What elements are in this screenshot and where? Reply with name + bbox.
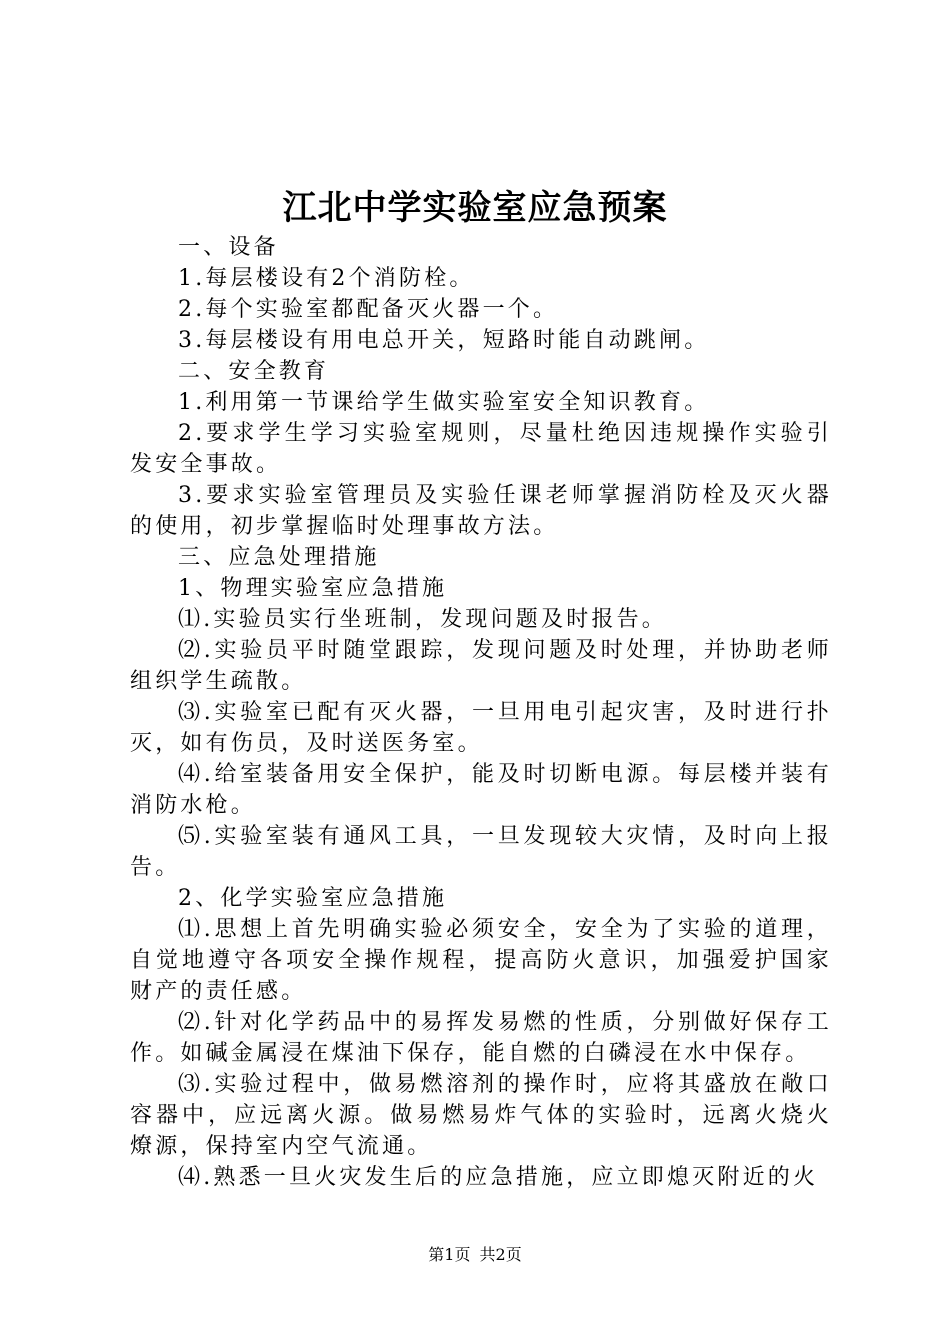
paragraph: 2、化学实验室应急措施 xyxy=(178,886,448,911)
paragraph: ⑴.实验员实行坐班制，发现问题及时报告。 xyxy=(178,607,667,632)
paragraph: 2.要求学生学习实验室规则，尽量杜绝因违规操作实验引发安全事故。 xyxy=(130,421,832,477)
paragraph: 3.要求实验室管理员及实验任课老师掌握消防栓及灭火器的使用，初步掌握临时处理事故方法。 xyxy=(130,483,832,539)
paragraph: ⑸.实验室装有通风工具，一旦发现较大灾情，及时向上报告。 xyxy=(130,824,832,880)
page-footer xyxy=(0,1244,950,1266)
paragraph: ⑴.思想上首先明确实验必须安全，安全为了实验的道理，自觉地遵守各项安全操作规程，提高防火意识，加强爱护国家财产的责任感。 xyxy=(130,917,832,1004)
document-title: 江北中学实验室应急预案 xyxy=(282,188,668,228)
paragraph: 二、安全教育 xyxy=(178,359,330,384)
paragraph: ⑶.实验过程中，做易燃溶剂的操作时，应将其盛放在敞口容器中，应远离火源。做易燃易炸气体的实验时，远离火烧火燎源，保持室内空气流通。 xyxy=(130,1072,832,1159)
paragraph: 1.每层楼设有2个消防栓。 xyxy=(178,266,475,291)
paragraph: ⑵.针对化学药品中的易挥发易燃的性质，分别做好保存工作。如碱金属浸在煤油下保存，能自燃的白磷浸在水中保存。 xyxy=(130,1010,832,1066)
paragraph: 1.利用第一节课给学生做实验室安全知识教育。 xyxy=(178,390,710,415)
paragraph: 一、设备 xyxy=(178,235,279,260)
paragraph: ⑶.实验室已配有灭火器，一旦用电引起灾害，及时进行扑灭，如有伤员，及时送医务室。 xyxy=(130,700,832,756)
paragraph: ⑷.给室装备用安全保护，能及时切断电源。每层楼并装有消防水枪。 xyxy=(130,762,832,818)
page-number-total: 共2页 xyxy=(479,1245,522,1264)
document-body xyxy=(130,232,832,1193)
paragraph: ⑷.熟悉一旦火灾发生后的应急措施，应立即熄灭附近的火 xyxy=(178,1165,819,1190)
paragraph: 1、物理实验室应急措施 xyxy=(178,576,448,601)
paragraph: 3.每层楼设有用电总开关，短路时能自动跳闸。 xyxy=(178,328,710,353)
page-number-current: 第1页 xyxy=(428,1245,471,1264)
paragraph: 2.每个实验室都配备灭火器一个。 xyxy=(178,297,559,322)
paragraph: 三、应急处理措施 xyxy=(178,545,380,570)
paragraph: ⑵.实验员平时随堂跟踪，发现问题及时处理，并协助老师组织学生疏散。 xyxy=(130,638,832,694)
